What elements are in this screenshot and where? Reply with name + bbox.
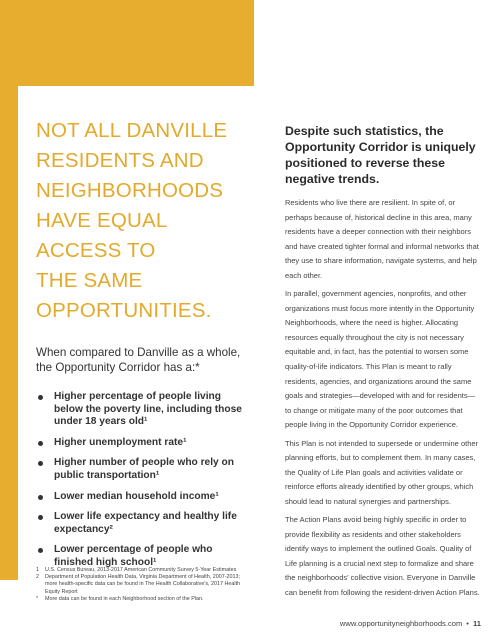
body-paragraph: In parallel, government agencies, nonprofits, and other organizations must focus more intently in the Opportunity Neighborhoods, where the need is higher. Allocating resources equally throughout the city is not necessary equitable and, in fact, has the potential to worsen some quality-of-life indicators. This Plan is meant to rally residents, agencies, and organizations around the same goals and strategies—developed with and for residents—to change or mitigate many of the poor outcomes that people living in the Opportunity Corridor experience. [285,289,476,430]
page-footer [340,619,481,628]
footer-url[interactable]: www.opportunityneighborhoods.com [339,619,463,628]
headline-line: HAVE EQUAL [36,209,168,232]
headline-line: OPPORTUNITIES. [36,299,212,322]
footnote [36,567,248,574]
footer-separator: • [466,619,469,628]
footnote [36,596,248,603]
list-item: Lower life expectancy and healthy life expectancy² [36,511,248,536]
body-paragraph: This Plan is not intended to supersede or undermine other planning efforts, but to complement them. In many cases, the Quality of Life Plan goals and activities validate or reinforce efforts already identified by other groups, which should lead to natural synergies and partnerships. [285,438,479,506]
headline-line: THE SAME [36,269,143,292]
section-heading: Despite such statistics, the Opportunity Corridor is uniquely positioned to reverse these negative trends. [285,124,476,186]
footnote-text: Department of Population Health Data, Virginia Department of Health, 2007-2013; more health-specific data can be found in The Health Collaborative's, 2017 Health Equity Report [45,574,241,595]
headline-line: NEIGHBORHOODS [36,179,224,202]
footnote-text: More data can be found in each Neighborhood section of the Plan. [45,595,204,602]
footnote [36,574,248,596]
headline [36,116,246,326]
intro-text: When compared to Danville as a whole, the Opportunity Corridor has a:* [36,346,241,374]
footnote-mark: * [36,595,39,602]
body-paragraph: The Action Plans avoid being highly specific in order to provide flexibility as residents and other stakeholders identify ways to implement the outlined Goals. Quality of Life planning is a crucial next step to formalize and share the neighborhoods' collective vision. Everyone in Danville can benefit from following the resident-driven Action Plans. [285,514,480,597]
list-item: Higher number of people who rely on public transportation¹ [36,457,248,482]
headline-line: RESIDENTS AND [36,149,204,172]
list-item: Higher unemployment rate¹ [36,437,248,450]
page-number: 11 [472,619,481,628]
comparison-list [36,391,248,578]
footnote-mark: 1 [36,567,39,573]
footnotes [36,567,248,603]
body-column [285,123,481,604]
headline-line: ACCESS TO [36,239,156,262]
headline-line: NOT ALL DANVILLE [36,119,228,142]
footnote-text: U.S. Census Bureau, 2013-2017 American Community Survey 5-Year Estimates [45,567,237,573]
list-item: Lower median household income¹ [36,491,248,504]
body-paragraph: Residents who live there are resilient. In spite of, or perhaps because of, historical decline in this area, many residents have a deeper connection with their neighbors and have created tighter formal and informal networks that they use to share information, navigate systems, and help each other. [285,198,479,280]
list-item: Higher percentage of people living below the poverty line, including those under 18 years old¹ [36,391,248,429]
list-item: Lower percentage of people who finished high school¹ [36,544,248,569]
footnote-mark: 2 [36,574,39,581]
